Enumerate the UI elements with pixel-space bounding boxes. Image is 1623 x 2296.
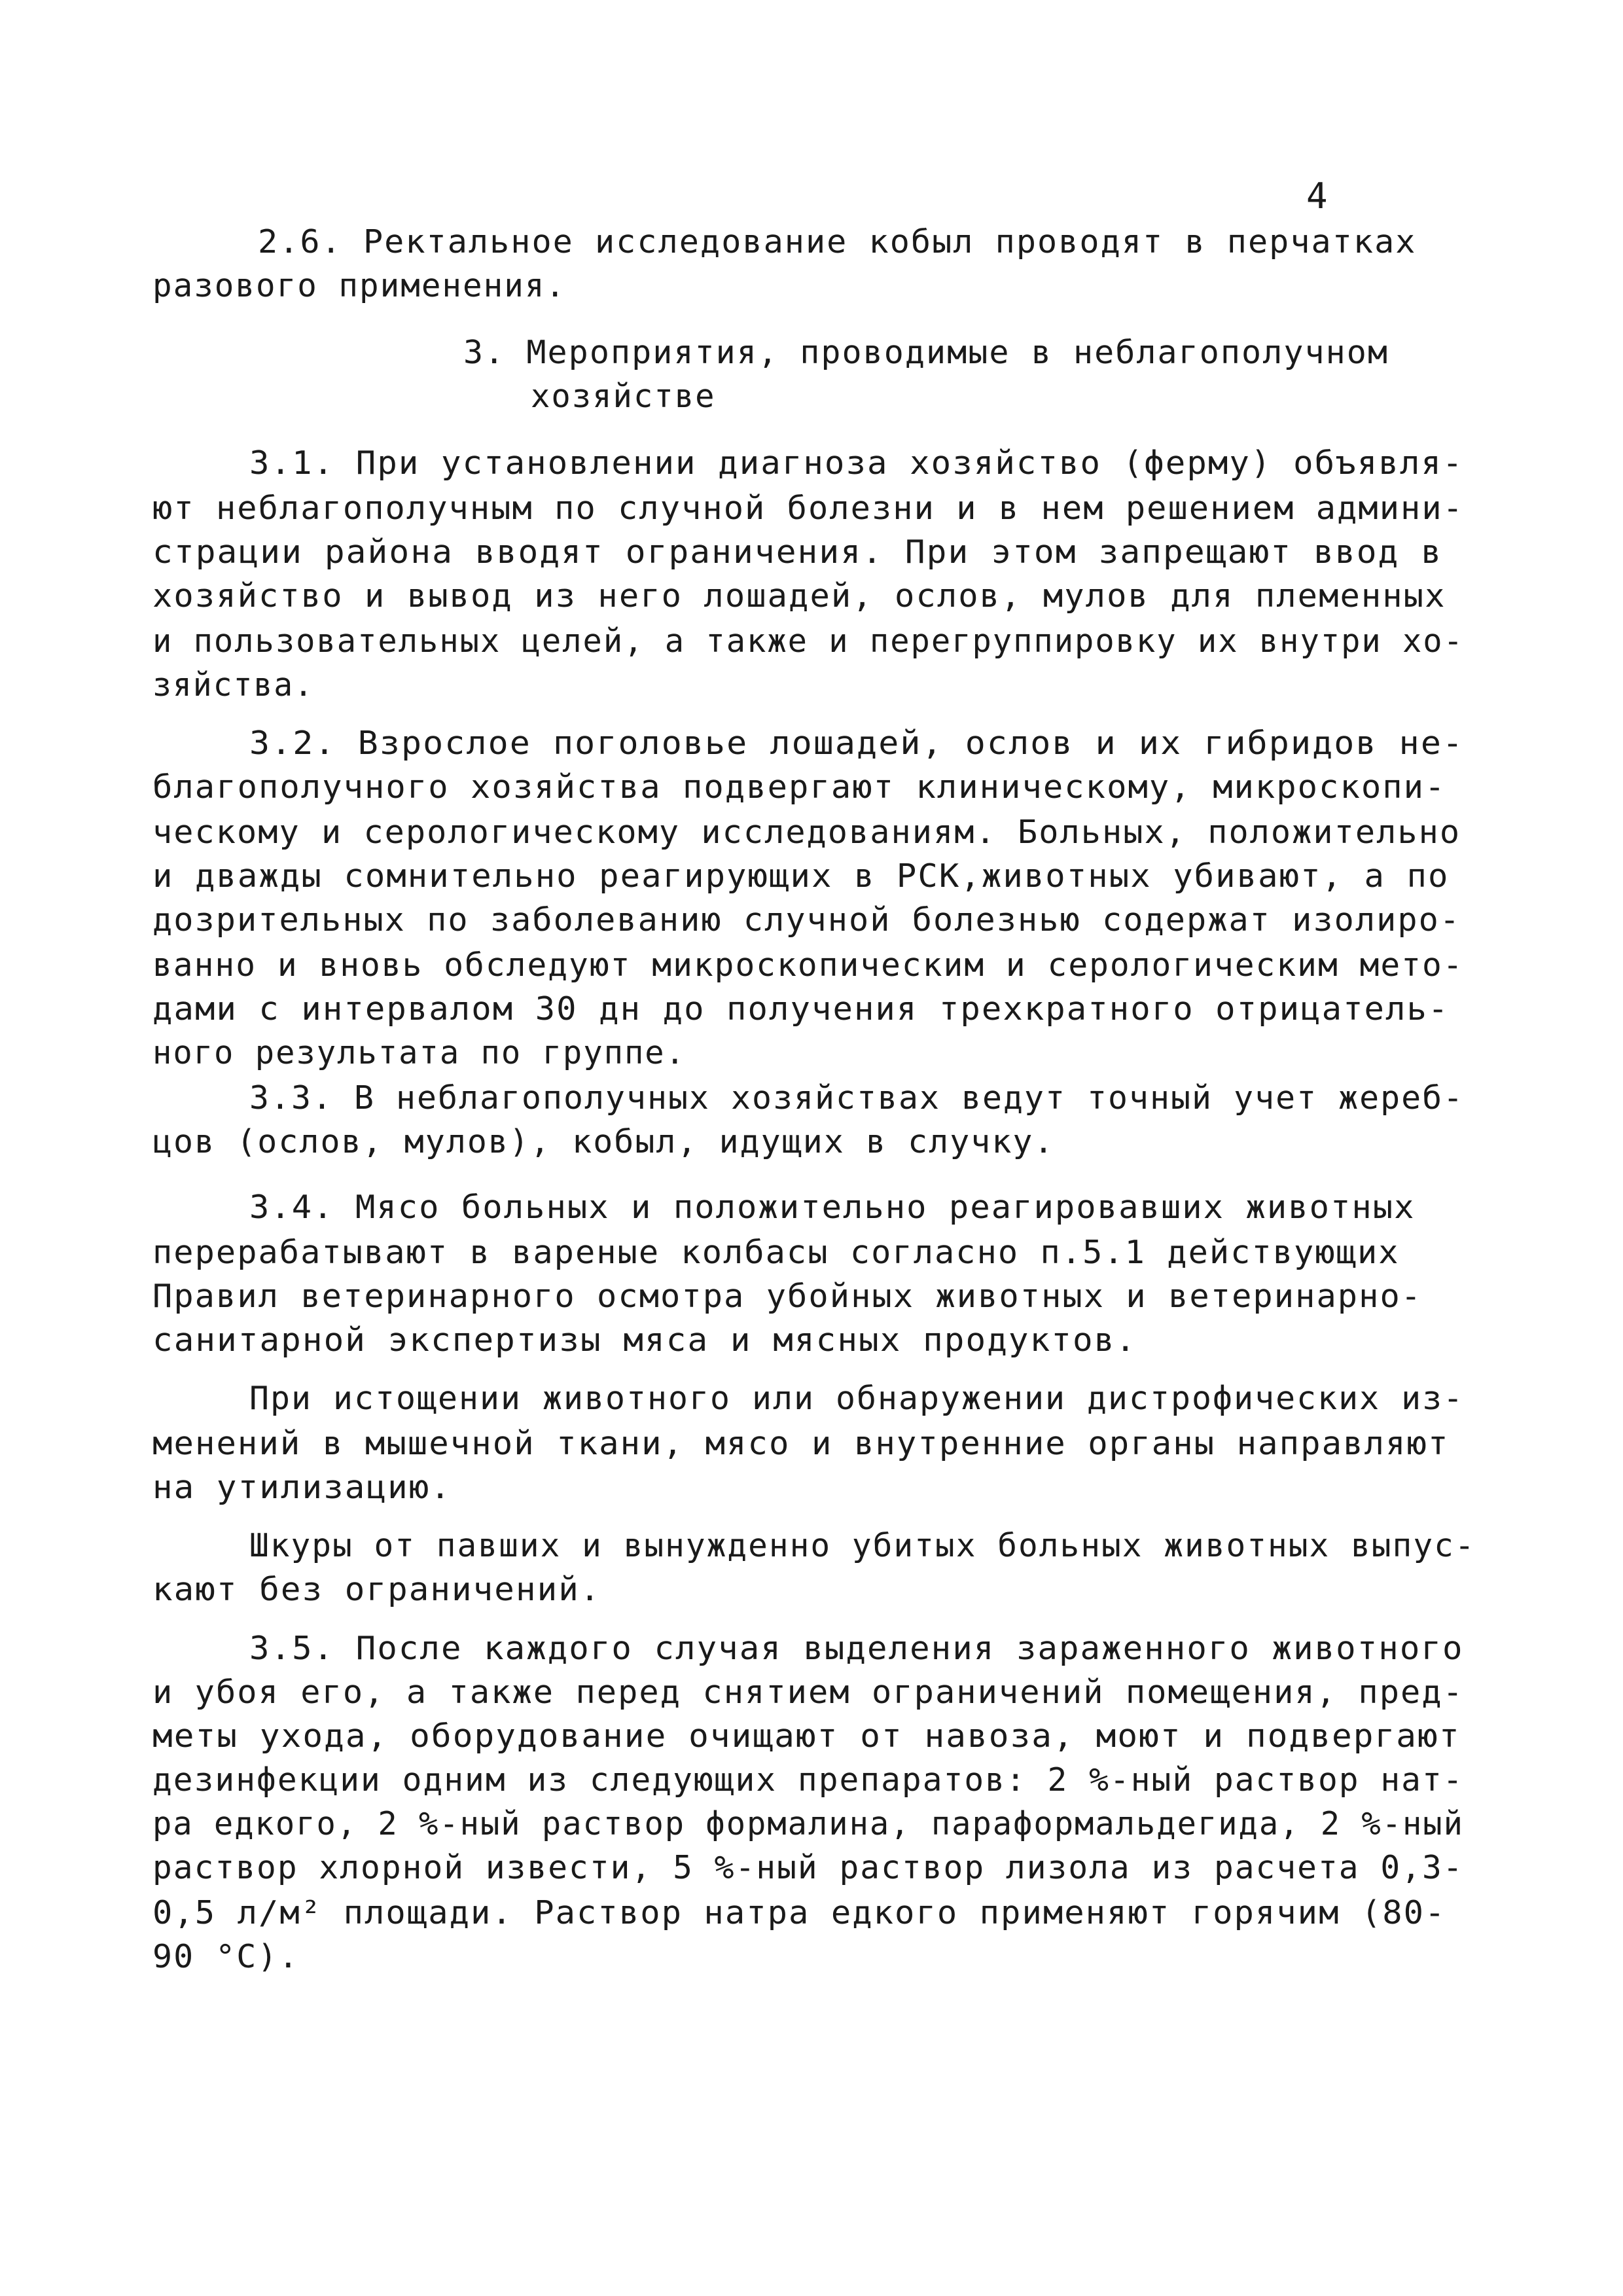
text-line: дезинфекции одним из следующих препаратов: 2 %-ный раствор нат- xyxy=(152,1761,1464,1799)
text-line: страции района вводят ограничения. При этом запрещают ввод в xyxy=(152,533,1443,571)
text-line: Шкуры от павших и вынужденно убитых больных животных выпус- xyxy=(249,1527,1476,1564)
text-line: разового применения. xyxy=(152,267,567,304)
text-line: 2.6. Ректальное исследование кобыл проводят в перчатках xyxy=(258,223,1417,260)
text-line: меты ухода, оборудование очищают от навоза, моют и подвергают xyxy=(152,1717,1461,1755)
text-line: раствор хлорной извести, 5 %-ный раствор лизола из расчета 0,3- xyxy=(152,1849,1464,1886)
text-line: 0,5 л/м² площади. Раствор натра едкого применяют горячим (80- xyxy=(152,1894,1446,1931)
text-line: хозяйство и вывод из него лошадей, ослов, мулов для племенных xyxy=(152,577,1446,615)
text-line: благополучного хозяйства подвергают клиническому, микроскопи- xyxy=(152,768,1446,806)
text-line: ра едкого, 2 %-ный раствор формалина, параформальдегида, 2 %-ный xyxy=(152,1805,1464,1842)
text-line: ют неблагополучным по случной болезни и в нем решением админи- xyxy=(152,490,1465,527)
text-line: и дважды сомнительно реагирующих в РСК,животных убивают, а по xyxy=(152,857,1450,895)
text-line: 3.4. Мясо больных и положительно реагировавших животных xyxy=(249,1189,1416,1226)
text-line: кают без ограничений. xyxy=(152,1571,601,1608)
page-number: 4 xyxy=(1306,175,1329,217)
text-line: дозрительных по заболеванию случной болезнью содержат изолиро- xyxy=(152,901,1461,939)
text-line: на утилизацию. xyxy=(152,1469,452,1506)
text-line: ческому и серологическому исследованиям. Больных, положительно xyxy=(152,814,1461,851)
text-line: и убоя его, а также перед снятием ограничений помещения, пред- xyxy=(152,1674,1465,1711)
text-line: 3.3. В неблагополучных хозяйствах ведут точный учет жереб- xyxy=(249,1079,1465,1117)
text-line: и пользовательных целей, а также и перегруппировку их внутри хо- xyxy=(152,622,1464,660)
section-heading: хозяйстве xyxy=(531,378,716,415)
section-heading: 3. Мероприятия, проводимые в неблагополучном xyxy=(463,334,1389,371)
text-line: дами с интервалом 30 дн до получения трехкратного отрицатель- xyxy=(152,990,1450,1028)
text-line: санитарной экспертизы мяса и мясных продуктов. xyxy=(152,1321,1137,1359)
text-line: ванно и вновь обследуют микроскопическим и серологическим мето- xyxy=(152,946,1464,984)
text-line: перерабатывают в вареные колбасы согласно п.5.1 действующих xyxy=(152,1234,1400,1271)
text-line: Правил ветеринарного осмотра убойных животных и ветеринарно- xyxy=(152,1278,1423,1315)
text-line: 3.2. Взрослое поголовье лошадей, ослов и их гибридов не- xyxy=(249,725,1465,762)
text-line: цов (ослов, мулов), кобыл, идущих в случку. xyxy=(152,1123,1055,1160)
text-line: ного результата по группе. xyxy=(152,1034,687,1071)
text-line: менений в мышечной ткани, мясо и внутренние органы направляют xyxy=(152,1425,1450,1462)
text-line: 3.1. При установлении диагноза хозяйство (ферму) объявля- xyxy=(249,444,1464,482)
text-line: 3.5. После каждого случая выделения зараженного животного xyxy=(249,1630,1464,1667)
text-line: При истощении животного или обнаружении дистрофических из- xyxy=(249,1380,1465,1417)
text-line: зяйства. xyxy=(152,666,315,704)
text-line: 90 °С). xyxy=(152,1938,300,1975)
